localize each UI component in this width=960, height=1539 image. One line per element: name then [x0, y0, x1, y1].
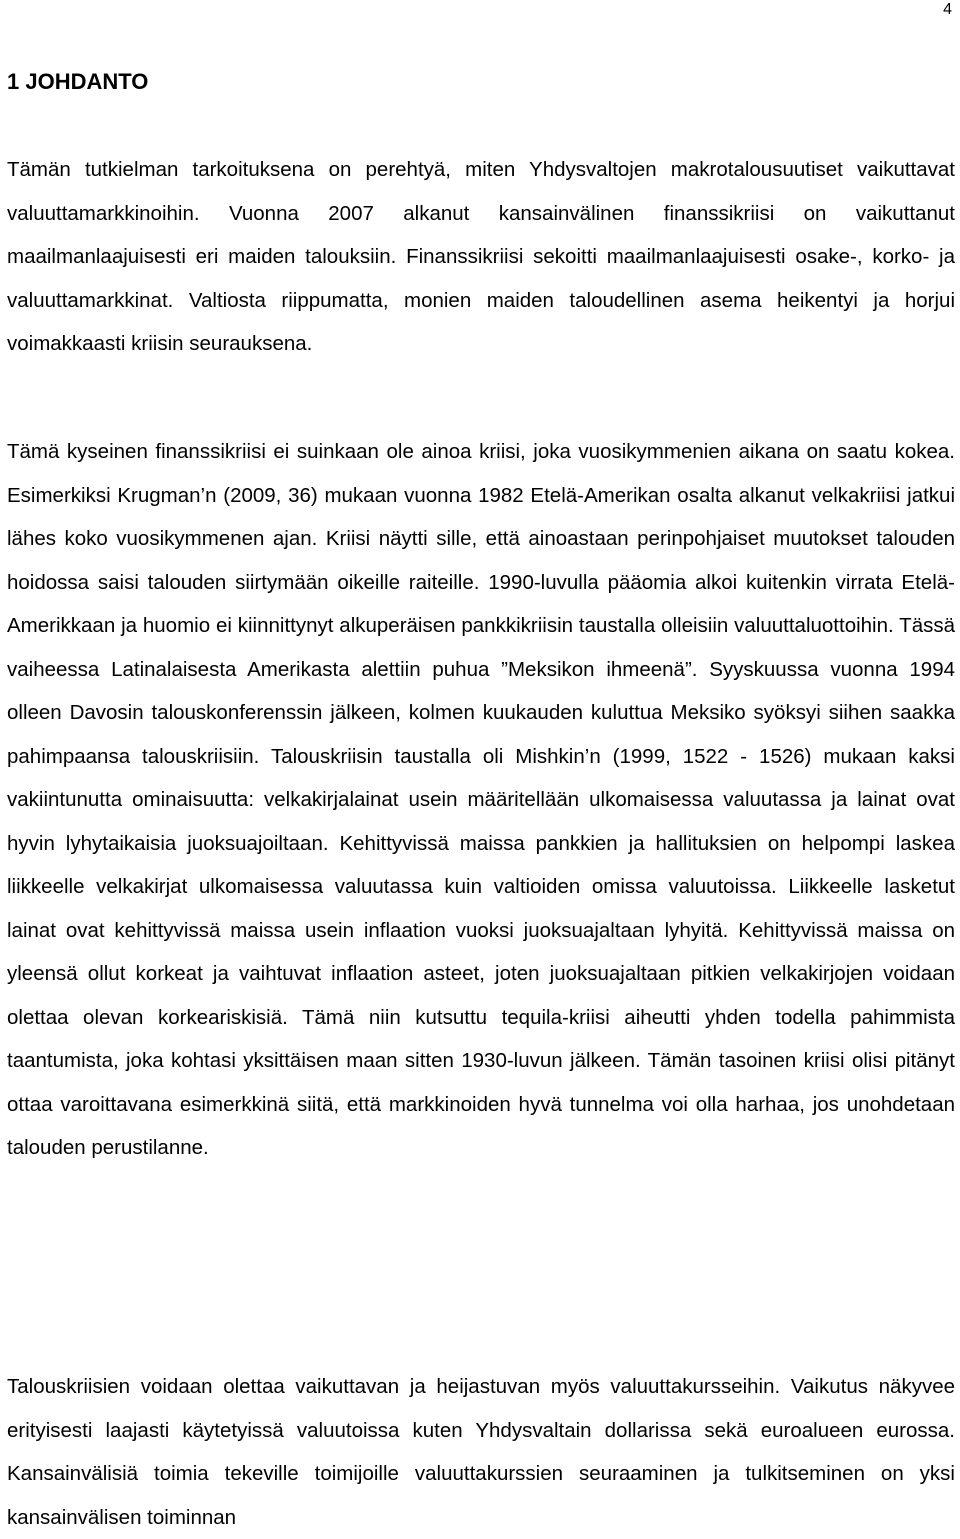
paragraph-intro: Tämän tutkielman tarkoituksena on perehtyä, miten Yhdysvaltojen makrotalousuutiset vaikuttavat valuuttamarkkinoihin. Vuonna 2007 alkanut kansainvälinen finanssikriisi on vaikuttanut maailmanlaajuisesti eri maiden talouksiin. Finanssikriisi sekoitti maailmanlaajuisesti osake-, korko- ja valuuttamarkkinat. Valtiosta riippumatta, monien maiden taloudellinen asema heikentyi ja horjui voimakkaasti kriisin seurauksena.: [7, 158, 955, 355]
paragraph-crisis-history: Tämä kyseinen finanssikriisi ei suinkaan ole ainoa kriisi, joka vuosikymmenien aikana on saatu kokea. Esimerkiksi Krugman’n (2009, 36) mukaan vuonna 1982 Etelä-Amerikan osalta alkanut velkakriisi jatkui lähes koko vuosikymmenen ajan. Kriisi näytti sille, että ainoastaan perinpohjaiset muutokset talouden hoidossa saisi talouden siirtymään oikeille raiteille. 1990-luvulla pääomia alkoi kuitenkin virrata Etelä-Amerikkaan ja huomio ei kiinnittynyt alkuperäisen pankkikriisin taustalla olleisiin valuuttaluottoihin. Tässä vaiheessa Latinalaisesta Amerikasta alettiin puhua ”Meksikon ihmeenä”. Syyskuussa vuonna 1994 olleen Davosin talouskonferenssin jälkeen, kolmen kuukauden kuluttua Meksiko syöksyi siihen saakka pahimpaansa talouskriisiin. Talouskriisin taustalla oli Mishkin’n (1999, 1522 - 1526) mukaan kaksi vakiintunutta ominaisuutta: velkakirjalainat usein määritellään ulkomaisessa valuutassa ja lainat ovat hyvin lyhytaikaisia juoksuajoiltaan. Kehittyvissä maissa pankkien ja hallituksien on helpompi laskea liikkeelle velkakirjat ulkomaisessa valuutassa kuin valtioiden omissa valuutoissa. Liikkeelle lasketut lainat ovat kehittyvissä maissa usein inflaation vuoksi juoksuajaltaan lyhyitä. Kehittyvissä maissa on yleensä ollut korkeat ja vaihtuvat inflaation asteet, joten juoksuajaltaan pitkien velkakirjojen voidaan olettaa olevan korkeariskisiä. Tämä niin kutsuttu tequila-kriisi aiheutti yhden todella pahimmista taantumista, joka kohtasi yksittäisen maan sitten 1930-luvun jälkeen. Tämän tasoinen kriisi olisi pitänyt ottaa varoittavana esimerkkinä siitä, että markkinoiden hyvä tunnelma voi olla harhaa, jos unohdetaan talouden perustilanne.: [7, 440, 955, 1159]
paragraph-exchange-rates: Talouskriisien voidaan olettaa vaikuttavan ja heijastuvan myös valuuttakursseihin. Vaikutus näkyvee erityisesti laajasti käytetyissä valuutoissa kuten Yhdysvaltain dollarissa sekä euroalueen eurossa. Kansainvälisiä toimia tekeville toimijoille valuuttakurssien seuraaminen ja tulkitseminen on yksi kansainvälisen toiminnan: [7, 1375, 955, 1529]
chapter-heading: 1 JOHDANTO: [7, 69, 149, 94]
page-number: 4: [943, 1, 952, 18]
